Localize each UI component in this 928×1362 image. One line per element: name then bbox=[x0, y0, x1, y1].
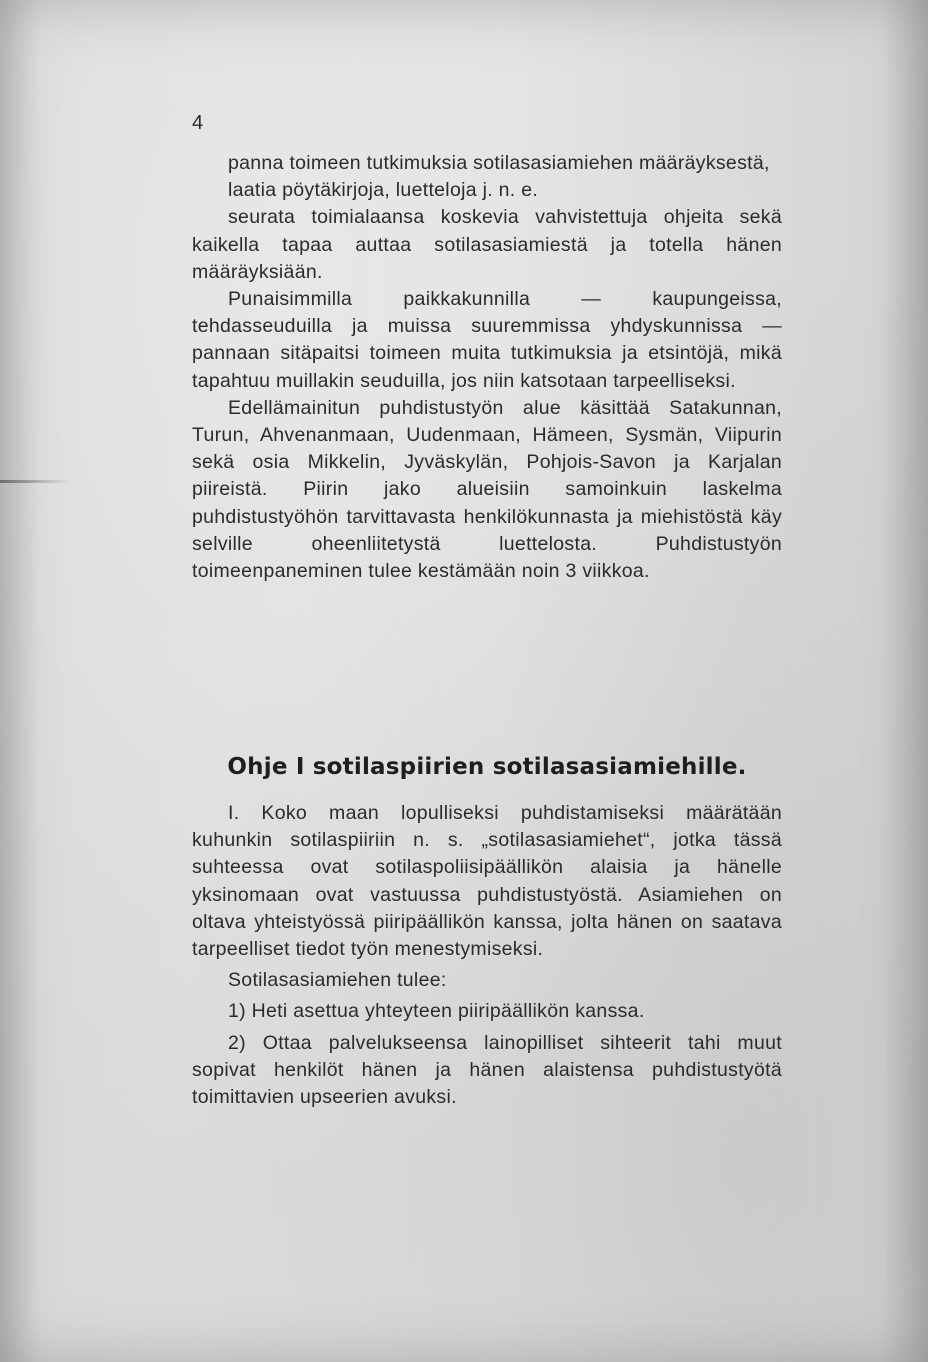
section-heading: Ohje I sotilaspiirien sotilasasiamiehille. bbox=[227, 754, 747, 780]
paragraph: Punaisimmilla paikkakunnilla — kaupungeissa, tehdasseuduilla ja muissa suuremmissa yhdyskunnissa — pannaan sitäpaitsi toimeen muita tutkimuksia ja etsintöjä, mikä tapahtuu muillakin seuduilla, jos niin katsotaan tarpeelliseksi. bbox=[192, 288, 782, 392]
paragraph: laatia pöytäkirjoja, luetteloja j. n. e. bbox=[228, 179, 539, 202]
paragraph: I. Koko maan lopulliseksi puhdistamiseksi määrätään kuhunkin sotilaspiiriin n. s. „sotilasasiamiehet“, jotka tässä suhteessa ovat sotilaspoliisipäällikön alaisia ja hänelle yksinomaan ovat vastuussa puhdistustyöstä. Asiamiehen on oltava yhteistyössä piiripäällikön kanssa, jolta hänen on saatava tarpeelliset tiedot työn menestymiseksi. bbox=[192, 802, 782, 961]
paragraph: Sotilasasiamiehen tulee: bbox=[228, 969, 447, 992]
paragraph: Edellämainitun puhdistustyön alue käsittää Satakunnan, Turun, Ahvenanmaan, Uudenmaan, Hämeen, Sysmän, Viipurin sekä osia Mikkelin, Jyväskylän, Pohjois-Savon ja Karjalan piireistä. Piirin jako alueisiin samoinkuin laskelma puhdistustyöhön tarvittavasta henkilökunnasta ja miehistöstä käy selville oheenliitetystä luettelosta. Puhdistustyön toimeenpaneminen tulee kestämään noin 3 viikkoa. bbox=[192, 396, 782, 583]
paper-stain bbox=[0, 480, 70, 483]
paragraph: panna toimeen tutkimuksia sotilasasiamiehen määräyksestä, bbox=[228, 152, 770, 174]
body-section-1 bbox=[192, 150, 782, 585]
paragraph: seurata toimialaansa koskevia vahvistettuja ohjeita sekä kaikella tapaa auttaa sotilasasiamiestä ja totella hänen määräyksiään. bbox=[192, 206, 782, 283]
list-item: 1) Heti asettua yhteyteen piiripäällikön kanssa. bbox=[228, 1000, 645, 1023]
list-item: 2) Ottaa palvelukseensa lainopilliset sihteerit tahi muut sopivat henkilöt hänen ja hänen alaistensa puhdistustyötä toimittavien upseerien avuksi. bbox=[192, 1031, 782, 1109]
page-number: 4 bbox=[192, 112, 204, 134]
body-section-2 bbox=[192, 800, 782, 1111]
